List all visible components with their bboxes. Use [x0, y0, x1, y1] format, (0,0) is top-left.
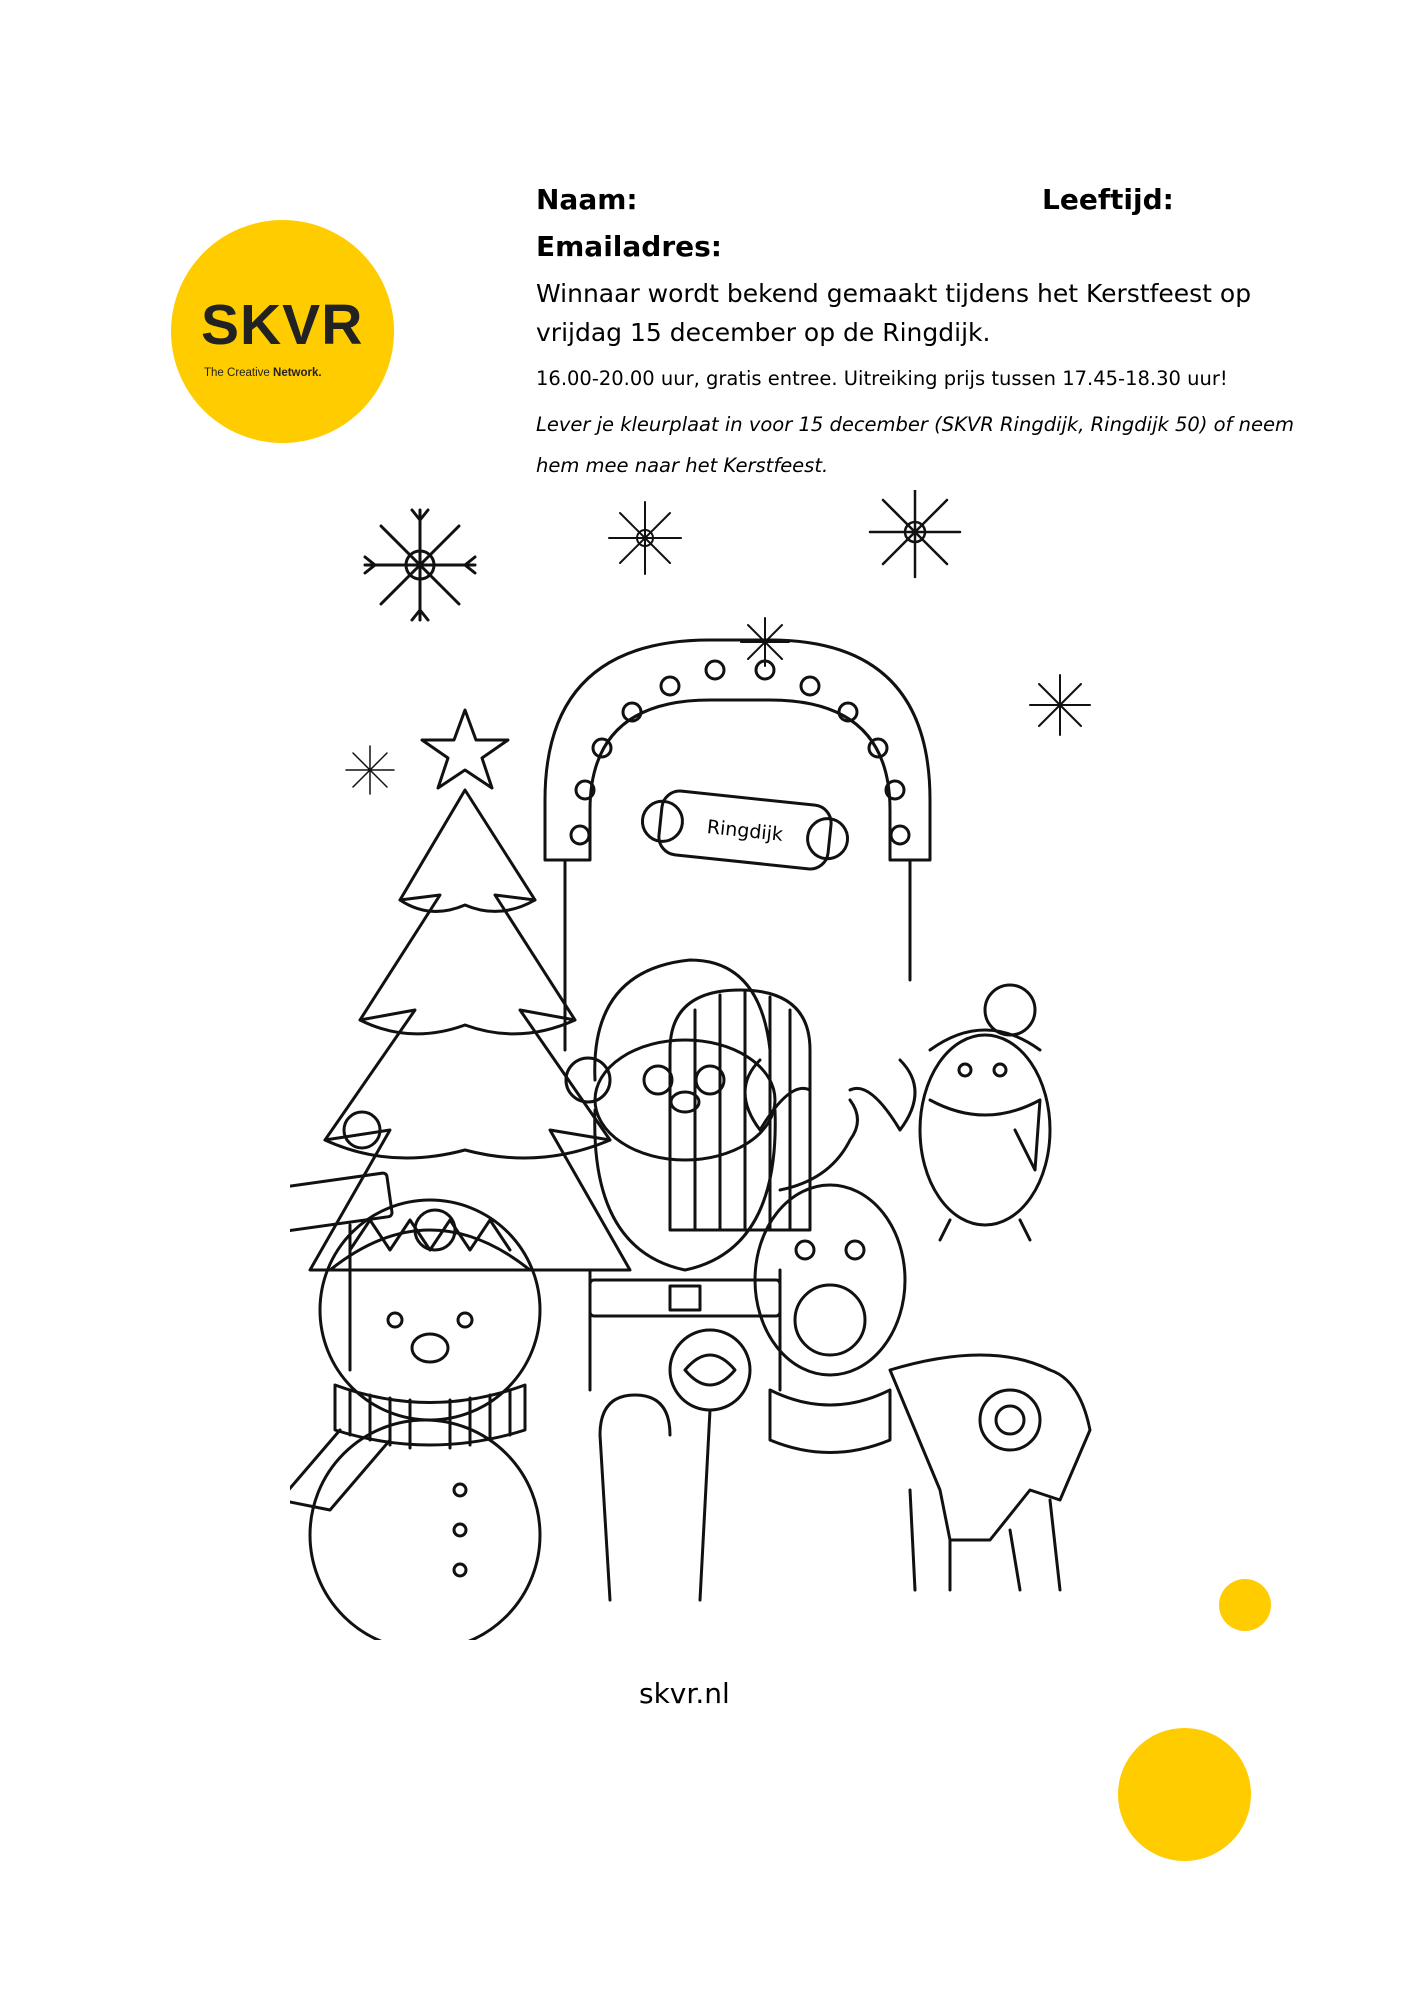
- decorative-dot-small: [1219, 1579, 1271, 1631]
- christmas-tree-icon: [310, 710, 630, 1270]
- snowflake-icon: [365, 510, 475, 620]
- name-label: Naam:: [536, 183, 638, 216]
- submission-note: Lever je kleurplaat in voor 15 december (SKVR Ringdijk, Ringdijk 50) of neem hem mee naar het Kerstfeest.: [536, 413, 1294, 477]
- winner-announcement: Winnaar wordt bekend gemaakt tijdens het Kerstfeest op vrijdag 15 december op de Ringdijk.: [536, 279, 1252, 347]
- skvr-logo: [171, 220, 394, 443]
- snowman-icon: [290, 1200, 540, 1640]
- snowflake-icon: [346, 746, 394, 794]
- logo-wordmark: SKVR: [201, 293, 364, 357]
- logo-tagline: [204, 368, 374, 380]
- logo-tagline-bold: Network.: [273, 367, 322, 379]
- christmas-coloring-illustration: [290, 490, 1110, 1640]
- snowflake-icon: [1030, 675, 1090, 735]
- lollipop-icon: [670, 1330, 750, 1600]
- event-schedule: 16.00-20.00 uur, gratis entree. Uitreiking prijs tussen 17.45-18.30 uur!: [536, 367, 1228, 390]
- penguin-icon: [920, 985, 1050, 1240]
- candy-cane-icon: [600, 1395, 670, 1600]
- age-label: Leeftijd:: [1042, 183, 1174, 216]
- logo-tagline-light: The Creative: [204, 367, 274, 379]
- santa-claus-icon: [566, 960, 858, 1390]
- website-url: skvr.nl: [639, 1677, 730, 1710]
- email-label: Emailadres:: [536, 230, 722, 263]
- ringdijk-sign-text: Ringdijk: [705, 816, 784, 846]
- snowflake-icon: [870, 490, 960, 577]
- snowflake-icon: [609, 502, 681, 574]
- decorative-dot-large: [1118, 1728, 1251, 1861]
- gingerbread-arch-icon: [545, 640, 930, 1050]
- snowflake-icon: [741, 618, 789, 666]
